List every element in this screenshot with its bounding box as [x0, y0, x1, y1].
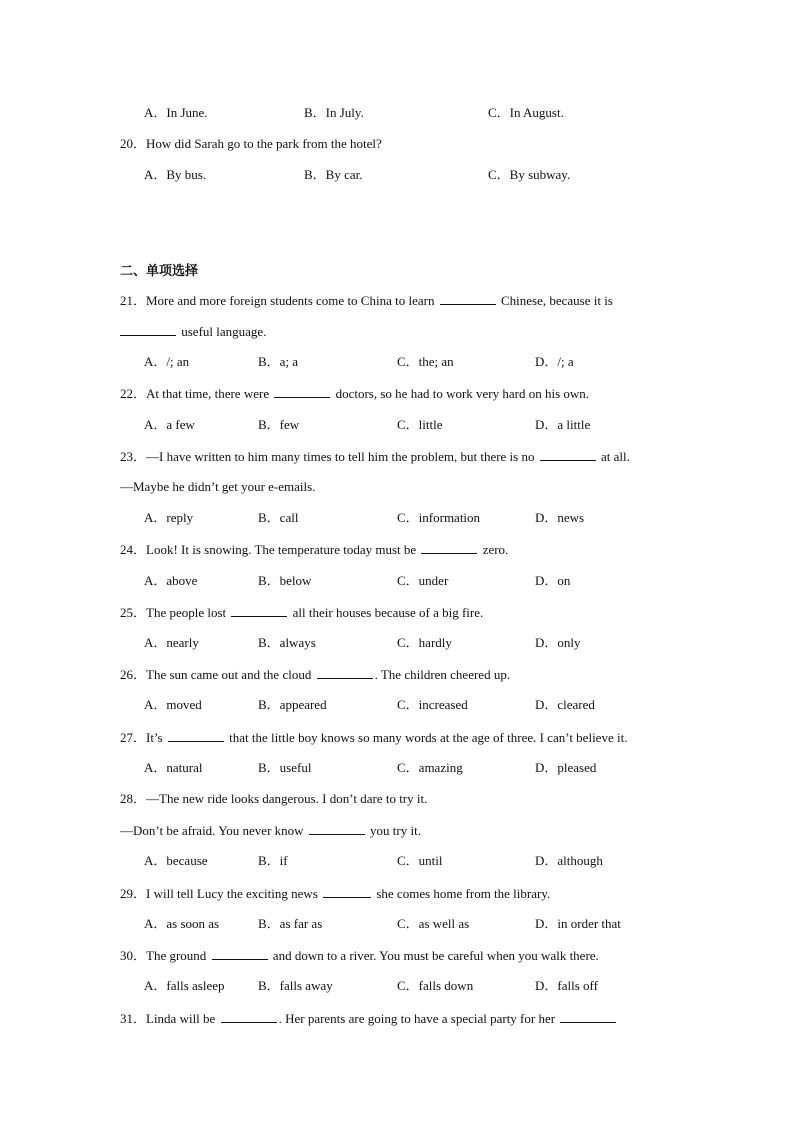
- q29-text-part1: 29．I will tell Lucy the exciting news: [120, 886, 318, 901]
- q23-stem-line1: [120, 448, 630, 465]
- q23-option-a: A．reply: [144, 510, 194, 525]
- q20-option-b: B．By car.: [304, 167, 363, 182]
- q22-option-c: C．little: [397, 417, 443, 432]
- q31-text-part2: . Her parents are going to have a special party for her: [278, 1011, 556, 1026]
- q22-option-b: B．few: [258, 417, 300, 432]
- q31-text-part1: 31．Linda will be: [120, 1011, 216, 1026]
- q31-stem: [120, 1010, 618, 1027]
- q27-option-c: C．amazing: [397, 760, 463, 775]
- q23-option-b: B．call: [258, 510, 299, 525]
- q29-option-b: B．as far as: [258, 916, 323, 931]
- q22-text-part1: 22．At that time, there were: [120, 386, 270, 401]
- q30-text-part2: and down to a river. You must be careful when you walk there.: [272, 948, 599, 963]
- q22-option-a: A．a few: [144, 417, 195, 432]
- answer-blank: [212, 947, 268, 960]
- q24-stem: [120, 541, 508, 558]
- q26-option-d: D．cleared: [535, 697, 595, 712]
- q25-option-a: A．nearly: [144, 635, 199, 650]
- q23-option-d: D．news: [535, 510, 585, 525]
- q24-text-part2: zero.: [482, 542, 509, 557]
- q27-option-a: A．natural: [144, 760, 203, 775]
- q30-text-part1: 30．The ground: [120, 948, 207, 963]
- answer-blank: [421, 541, 477, 554]
- answer-blank: [120, 323, 176, 336]
- q24-option-c: C．under: [397, 573, 449, 588]
- answer-blank: [560, 1010, 616, 1023]
- q23-stem-line2: —Maybe he didn’t get your e-emails.: [120, 479, 316, 494]
- answer-blank: [323, 885, 371, 898]
- q23-text-part2: at all.: [600, 449, 630, 464]
- q21-stem-line1: [120, 292, 613, 309]
- q28-stem-line1: 28．—The new ride looks dangerous. I don’t dare to try it.: [120, 791, 428, 806]
- q21-text-part2: Chinese, because it is: [500, 293, 613, 308]
- q26-option-b: B．appeared: [258, 697, 327, 712]
- q28-option-b: B．if: [258, 853, 288, 868]
- answer-blank: [540, 448, 596, 461]
- q21-option-b: B．a; a: [258, 354, 299, 369]
- q27-option-b: B．useful: [258, 760, 312, 775]
- q25-option-d: D．only: [535, 635, 581, 650]
- answer-blank: [231, 604, 287, 617]
- answer-blank: [168, 729, 224, 742]
- q22-option-d: D．a little: [535, 417, 591, 432]
- q26-stem: [120, 666, 510, 683]
- q23-text-part1: 23．—I have written to him many times to tell him the problem, but there is no: [120, 449, 535, 464]
- q24-text-part1: 24．Look! It is snowing. The temperature today must be: [120, 542, 417, 557]
- q19-option-b: B．In July.: [304, 105, 364, 120]
- q27-text-part2: that the little boy knows so many words at the age of three. I can’t believe it.: [229, 730, 628, 745]
- q22-text-part2: doctors, so he had to work very hard on his own.: [335, 386, 590, 401]
- q19-option-c: C．In August.: [488, 105, 564, 120]
- q19-option-a: A．In June.: [144, 105, 208, 120]
- q29-option-c: C．as well as: [397, 916, 470, 931]
- q26-text-part2: . The children cheered up.: [374, 667, 511, 682]
- q23-option-c: C．information: [397, 510, 481, 525]
- q26-option-c: C．increased: [397, 697, 468, 712]
- q30-option-b: B．falls away: [258, 978, 333, 993]
- q21-option-d: D．/; a: [535, 354, 574, 369]
- answer-blank: [221, 1010, 277, 1023]
- q21-text-part1: 21．More and more foreign students come to China to learn: [120, 293, 435, 308]
- q27-text-part1: 27．It’s: [120, 730, 163, 745]
- q29-option-d: D．in order that: [535, 916, 621, 931]
- q28-option-a: A．because: [144, 853, 208, 868]
- q25-option-c: C．hardly: [397, 635, 452, 650]
- q24-option-d: D．on: [535, 573, 571, 588]
- q24-option-a: A．above: [144, 573, 198, 588]
- q22-stem: [120, 385, 589, 402]
- answer-blank: [440, 292, 496, 305]
- q26-text-part1: 26．The sun came out and the cloud: [120, 667, 312, 682]
- q28-text-part2: —Don’t be afraid. You never know: [120, 823, 304, 838]
- q20-option-c: C．By subway.: [488, 167, 571, 182]
- q29-option-a: A．as soon as: [144, 916, 220, 931]
- q28-stem-line2: [120, 822, 421, 839]
- q30-option-c: C．falls down: [397, 978, 474, 993]
- q27-stem: [120, 729, 627, 746]
- q28-option-c: C．until: [397, 853, 443, 868]
- q21-stem-line2: [120, 323, 266, 340]
- q25-text-part1: 25．The people lost: [120, 605, 227, 620]
- q25-text-part2: all their houses because of a big fire.: [292, 605, 484, 620]
- q21-option-a: A．/; an: [144, 354, 190, 369]
- q28-option-d: D．although: [535, 853, 603, 868]
- q30-option-a: A．falls asleep: [144, 978, 225, 993]
- q21-text-part3: useful language.: [181, 324, 267, 339]
- q28-text-part3: you try it.: [370, 823, 421, 838]
- q29-stem: [120, 885, 550, 902]
- q27-option-d: D．pleased: [535, 760, 597, 775]
- q29-text-part2: she comes home from the library.: [376, 886, 551, 901]
- q21-option-c: C．the; an: [397, 354, 454, 369]
- answer-blank: [309, 822, 365, 835]
- answer-blank: [274, 385, 330, 398]
- answer-blank: [317, 666, 373, 679]
- q30-option-d: D．falls off: [535, 978, 598, 993]
- q25-stem: [120, 604, 483, 621]
- q20-stem: 20．How did Sarah go to the park from the hotel?: [120, 136, 382, 151]
- q20-option-a: A．By bus.: [144, 167, 207, 182]
- q30-stem: [120, 947, 599, 964]
- section-title: 二、单项选择: [120, 264, 199, 279]
- q24-option-b: B．below: [258, 573, 312, 588]
- q26-option-a: A．moved: [144, 697, 202, 712]
- q25-option-b: B．always: [258, 635, 316, 650]
